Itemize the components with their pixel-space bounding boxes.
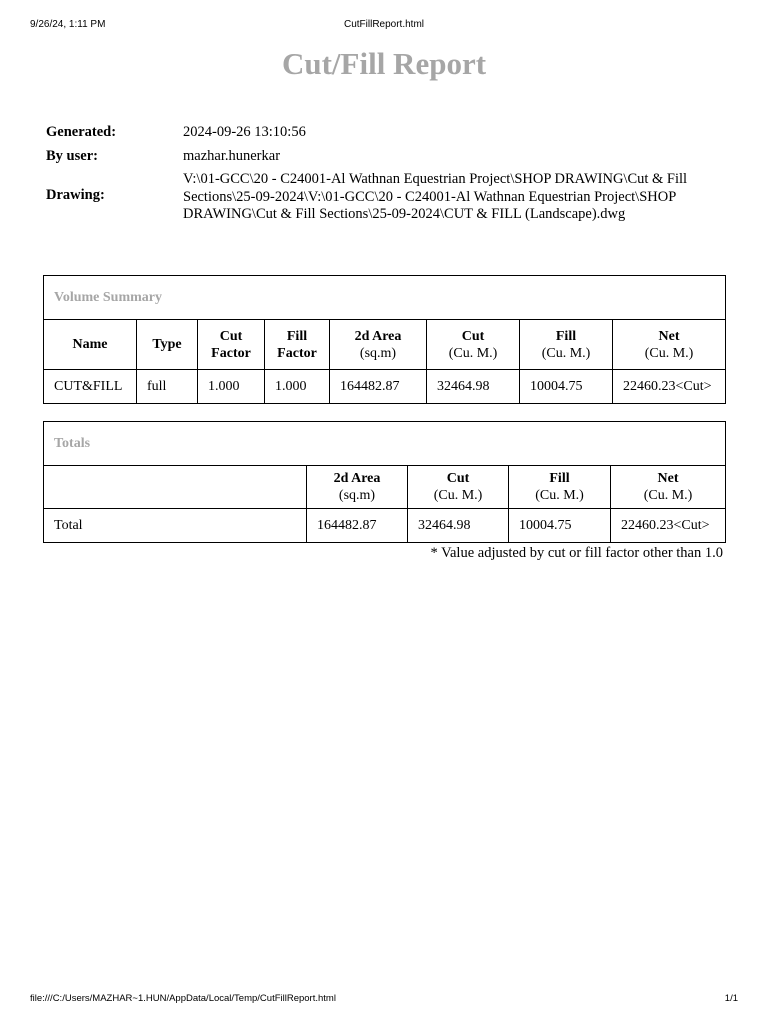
- print-header: [30, 19, 738, 33]
- col-cut-header: [427, 320, 520, 370]
- col-cut-factor-header: [198, 320, 265, 370]
- totals-area-header-label: 2d Area: [333, 471, 381, 486]
- col-net-header: [613, 320, 726, 370]
- row-cut-cell: 32464.98: [427, 370, 520, 404]
- totals-fill-header: [509, 466, 611, 509]
- print-url: file:///C:/Users/MAZHAR~1.HUN/AppData/Local/Temp/CutFillReport.html: [30, 993, 336, 1004]
- fill-factor-header-line1: Fill: [286, 328, 308, 344]
- row-type-cell: full: [137, 370, 198, 404]
- row-cut-factor-cell: 1.000: [198, 370, 265, 404]
- net-header-label: Net: [658, 328, 680, 344]
- report-title: Cut/Fill Report: [281, 46, 487, 81]
- fill-factor-header-line2: Factor: [277, 345, 317, 361]
- totals-blank-header: [44, 466, 307, 509]
- table-row: [44, 370, 726, 404]
- area-header-label: 2d Area: [354, 328, 402, 344]
- print-page-number: 1/1: [724, 993, 738, 1004]
- fill-header-label: Fill: [555, 328, 577, 344]
- totals-cut-cell: 32464.98: [408, 509, 509, 543]
- totals-fill-cell: 10004.75: [509, 509, 611, 543]
- cut-header-unit: (Cu. M.): [448, 345, 498, 361]
- net-header-unit: (Cu. M.): [644, 345, 694, 361]
- row-fill-cell: 10004.75: [520, 370, 613, 404]
- col-type-header: Type: [137, 320, 198, 370]
- row-area-cell: 164482.87: [330, 370, 427, 404]
- area-header-unit: (sq.m): [359, 345, 397, 361]
- print-footer: [30, 993, 738, 1007]
- row-net-cell: 22460.23<Cut>: [613, 370, 726, 404]
- totals-cut-header-unit: (Cu. M.): [433, 488, 483, 503]
- totals-net-header: [611, 466, 726, 509]
- generated-value: 2024-09-26 13:10:56: [183, 124, 306, 140]
- footnote: * Value adjusted by cut or fill factor other than 1.0: [430, 545, 723, 561]
- volume-summary-header-row: [44, 320, 726, 370]
- user-label: By user:: [46, 148, 98, 164]
- fill-header-unit: (Cu. M.): [541, 345, 591, 361]
- print-datetime: 9/26/24, 1:11 PM: [30, 19, 106, 30]
- totals-cut-header: [408, 466, 509, 509]
- generated-label: Generated:: [46, 124, 117, 140]
- print-page-title: CutFillReport.html: [343, 19, 425, 30]
- drawing-value: V:\01-GCC\20 - C24001-Al Wathnan Equestrian Project\SHOP DRAWING\Cut & Fill Sections\25-09-2024\V:\01-GCC\20 - C24001-Al Wathnan Equestrian Project\SHOP DRAWING\Cut & Fill Sections\25-09-2024\CUT & FILL (Landscape).dwg: [183, 171, 688, 222]
- totals-area-header-unit: (sq.m): [338, 488, 376, 503]
- col-fill-header: [520, 320, 613, 370]
- totals-fill-header-label: Fill: [549, 471, 570, 486]
- totals-caption: Totals: [44, 422, 726, 466]
- totals-header-row: [44, 466, 726, 509]
- drawing-label: Drawing:: [46, 187, 105, 203]
- cut-header-label: Cut: [461, 328, 485, 344]
- col-area-header: [330, 320, 427, 370]
- totals-area-cell: 164482.87: [307, 509, 408, 543]
- col-name-header: Name: [44, 320, 137, 370]
- col-fill-factor-header: [265, 320, 330, 370]
- row-name-cell: CUT&FILL: [44, 370, 137, 404]
- totals-net-header-label: Net: [657, 471, 679, 486]
- totals-table: [43, 421, 726, 543]
- totals-fill-header-unit: (Cu. M.): [535, 488, 584, 503]
- table-row: [44, 509, 726, 543]
- totals-net-header-unit: (Cu. M.): [643, 488, 693, 503]
- volume-summary-table: [43, 275, 726, 404]
- volume-summary-caption: Volume Summary: [44, 276, 726, 320]
- cut-factor-header-line2: Factor: [211, 345, 251, 361]
- totals-cut-header-label: Cut: [446, 471, 470, 486]
- totals-net-cell: 22460.23<Cut>: [611, 509, 726, 543]
- totals-label-cell: Total: [44, 509, 307, 543]
- totals-area-header: [307, 466, 408, 509]
- cut-factor-header-line1: Cut: [219, 328, 243, 344]
- row-fill-factor-cell: 1.000: [265, 370, 330, 404]
- user-value: mazhar.hunerkar: [183, 148, 281, 164]
